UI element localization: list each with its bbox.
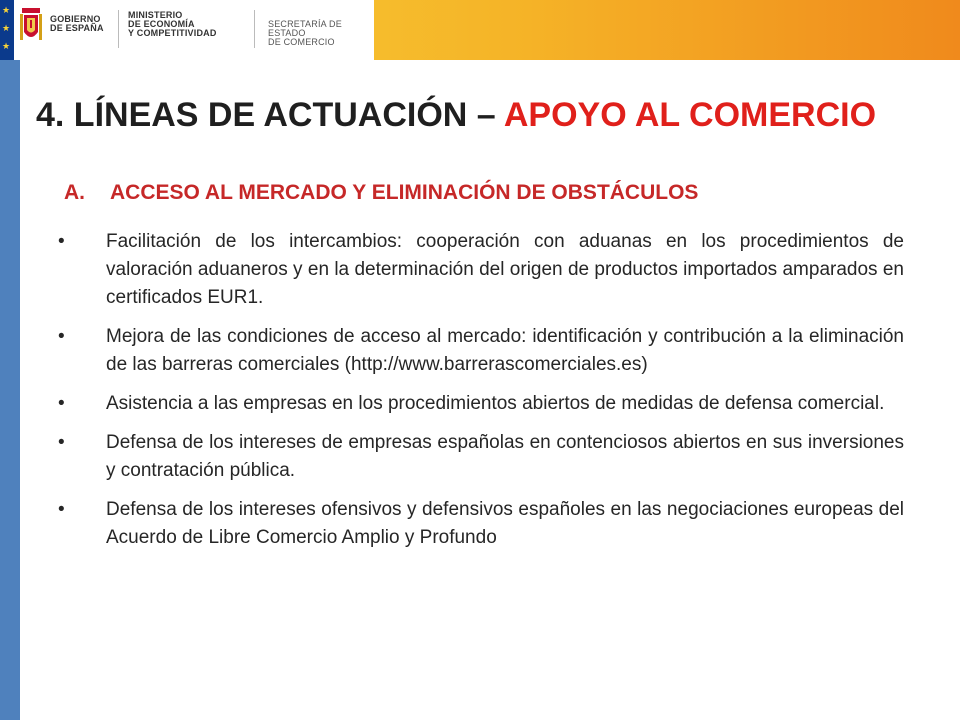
eu-star-icon: ★: [2, 41, 11, 51]
logo-divider: [254, 10, 255, 48]
bullet-icon: •: [58, 326, 65, 347]
slide-title: [36, 96, 936, 135]
secretaria-label: SECRETARÍA DE ESTADO DE COMERCIO: [268, 19, 342, 47]
bullet-item: [58, 228, 904, 312]
eu-star-icon: ★: [2, 23, 11, 33]
logo-divider: [118, 10, 119, 48]
title-accent: APOYO AL COMERCIO: [503, 96, 877, 134]
bullet-icon: •: [58, 393, 65, 414]
bullet-list: [58, 228, 904, 563]
eu-star-icon: ★: [2, 5, 11, 15]
government-logo-block: [14, 0, 374, 60]
bullet-text: Facilitación de los intercambios: cooperación con aduanas en los procedimientos de valoración aduaneros y en la determinación del origen de productos importados amparados en certificados EUR1.: [106, 231, 904, 308]
bullet-item: [58, 323, 904, 379]
bullet-item: [58, 496, 904, 552]
section-title: ACCESO AL MERCADO Y ELIMINACIÓN DE OBSTÁCULOS: [110, 181, 699, 204]
bullet-icon: •: [58, 231, 65, 252]
bullet-text: Defensa de los intereses de empresas españolas en contenciosos abiertos en sus inversiones y contratación pública.: [106, 432, 904, 481]
gobierno-label: GOBIERNO DE ESPAÑA: [50, 14, 104, 33]
eu-flag-strip: [0, 0, 14, 60]
section-heading: [64, 181, 698, 205]
bullet-text: Mejora de las condiciones de acceso al mercado: identificación y contribución a la eliminación de las barreras comerciales (http://www.barrerascomerciales.es): [106, 326, 904, 375]
title-main: 4. LÍNEAS DE ACTUACIÓN –: [36, 96, 504, 134]
bullet-item: [58, 429, 904, 485]
bullet-item: [58, 390, 904, 418]
bullet-text: Defensa de los intereses ofensivos y defensivos españoles en las negociaciones europeas del Acuerdo de Libre Comercio Amplio y Profundo: [106, 499, 904, 548]
left-accent-bar: [0, 60, 20, 720]
section-letter: A.: [64, 181, 85, 204]
bullet-icon: •: [58, 432, 65, 453]
bullet-icon: •: [58, 499, 65, 520]
coat-of-arms-icon: [20, 8, 42, 46]
ministerio-label: MINISTERIO DE ECONOMÍA Y COMPETITIVIDAD: [128, 10, 217, 38]
bullet-text: Asistencia a las empresas en los procedimientos abiertos de medidas de defensa comercial.: [106, 393, 885, 414]
header-banner: [0, 0, 960, 60]
